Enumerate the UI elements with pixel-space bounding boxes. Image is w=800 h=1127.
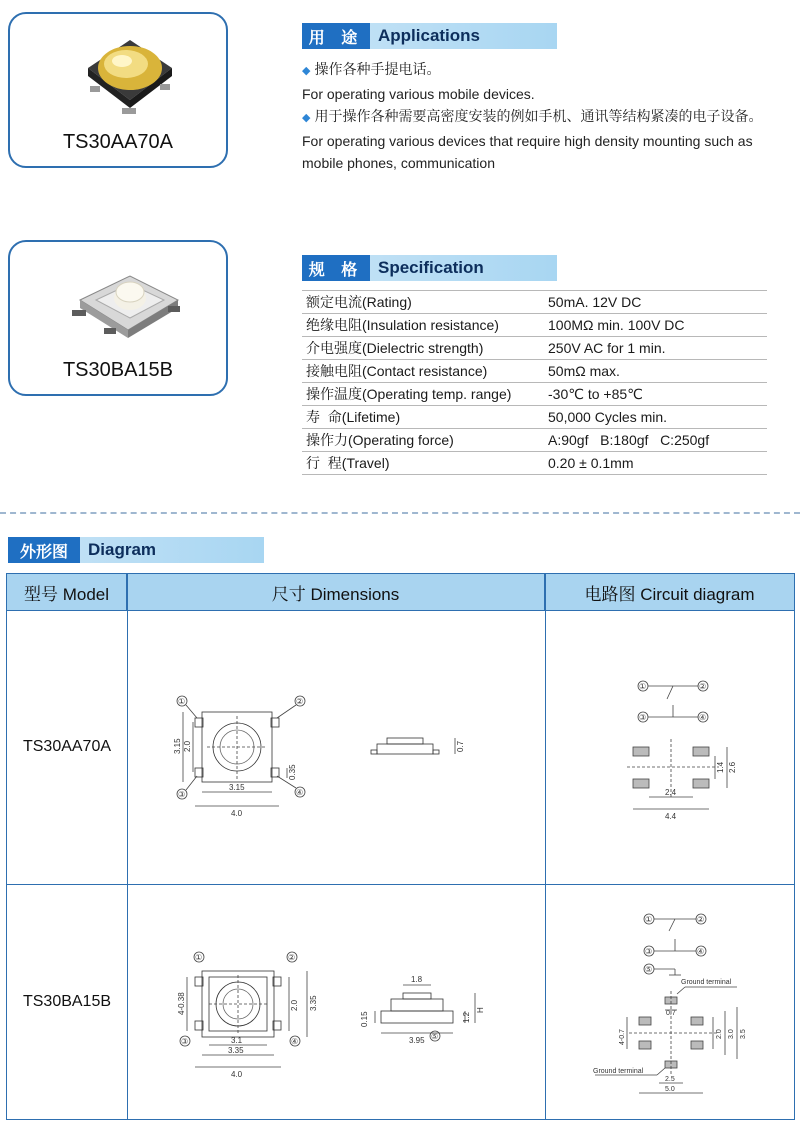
dim-4-038: 4-0.38 bbox=[177, 992, 186, 1015]
spec-row bbox=[302, 429, 767, 452]
spec-value: 50,000 Cycles min. bbox=[540, 406, 767, 429]
pin-label-5: ⑤ bbox=[645, 965, 653, 974]
dim-035: 0.35 bbox=[288, 764, 297, 780]
spec-label: 额定电流(Rating) bbox=[302, 291, 540, 314]
diagram-cn-label: 外形图 bbox=[8, 537, 80, 563]
specification-cn-label: 规 格 bbox=[302, 255, 370, 281]
ground-terminal-label-bottom: Ground terminal bbox=[593, 1068, 644, 1075]
dim-w315: 3.15 bbox=[229, 783, 245, 792]
spec-label: 绝缘电阻(Insulation resistance) bbox=[302, 314, 540, 337]
dim-4-07: 4-0.7 bbox=[619, 1029, 626, 1045]
column-header-circuit: 电路图 Circuit diagram bbox=[545, 574, 794, 610]
spec-value: 250V AC for 1 min. bbox=[540, 337, 767, 360]
specification-table bbox=[302, 290, 767, 475]
pin-label-1: ① bbox=[645, 915, 653, 924]
dimension-drawing-ts30ba15b bbox=[157, 949, 485, 1079]
dim-w31: 3.1 bbox=[231, 1036, 243, 1045]
column-header-model: 型号 Model bbox=[7, 574, 127, 610]
diagram-en-label: Diagram bbox=[80, 537, 264, 563]
pin-label-1: ① bbox=[195, 953, 203, 962]
dim-20: 2.0 bbox=[290, 999, 299, 1011]
pin-label-5: ⑤ bbox=[431, 1032, 439, 1041]
pin-label-2: ② bbox=[699, 682, 707, 691]
spec-label: 寿 命(Lifetime) bbox=[302, 406, 540, 429]
circuit-diagram-ts30ba15b bbox=[585, 907, 765, 1099]
app-line: ◆ 操作各种手提电话。 bbox=[302, 61, 441, 77]
column-divider bbox=[545, 574, 546, 1119]
dim-w335: 3.35 bbox=[228, 1046, 244, 1055]
specification-header bbox=[302, 255, 557, 281]
spec-label: 介电强度(Dielectric strength) bbox=[302, 337, 540, 360]
product-card-ts30aa70a bbox=[8, 12, 228, 168]
pin-label-3: ③ bbox=[639, 713, 647, 722]
spec-label: 操作温度(Operating temp. range) bbox=[302, 383, 540, 406]
spec-value: -30℃ to +85℃ bbox=[540, 383, 767, 406]
dim-w40: 4.0 bbox=[231, 1070, 243, 1079]
diagram-header bbox=[8, 537, 264, 563]
pin-label-4: ④ bbox=[296, 788, 304, 797]
applications-en-label: Applications bbox=[370, 23, 557, 49]
dim-20: 2.0 bbox=[716, 1029, 723, 1039]
spec-label: 操作力(Operating force) bbox=[302, 429, 540, 452]
dim-w40: 4.0 bbox=[231, 809, 243, 818]
pin-label-3: ③ bbox=[178, 790, 186, 799]
pin-label-1: ① bbox=[178, 697, 186, 706]
pin-label-4: ④ bbox=[697, 947, 705, 956]
dimension-drawing-ts30aa70a bbox=[137, 692, 537, 832]
dim-20: 2.0 bbox=[183, 740, 192, 752]
app-line: ◆ 用于操作各种需要高密度安装的例如手机、通讯等结构紧凑的电子设备。 bbox=[302, 108, 763, 124]
applications-text bbox=[302, 58, 792, 175]
dim-26: 2.6 bbox=[728, 761, 737, 773]
product-model-label: TS30AA70A bbox=[62, 131, 174, 153]
dim-h07: 0.7 bbox=[456, 740, 465, 752]
spec-value: 0.20 ± 0.1mm bbox=[540, 452, 767, 475]
model-cell: TS30BA15B bbox=[22, 993, 112, 1010]
pin-label-2: ② bbox=[697, 915, 705, 924]
spec-label: 行 程(Travel) bbox=[302, 452, 540, 475]
dim-35: 3.5 bbox=[740, 1029, 747, 1039]
model-cell: TS30AA70A bbox=[22, 738, 112, 755]
pin-label-4: ④ bbox=[699, 713, 707, 722]
app-line: For operating various devices that require high density mounting such as bbox=[302, 132, 753, 149]
applications-header bbox=[302, 23, 557, 49]
dim-18: 1.8 bbox=[411, 975, 423, 984]
app-line: For operating various mobile devices. bbox=[302, 85, 535, 102]
spec-row bbox=[302, 383, 767, 406]
specification-en-label: Specification bbox=[370, 255, 557, 281]
product-model-label: TS30BA15B bbox=[62, 359, 174, 381]
dim-07: 0.7 bbox=[666, 1010, 676, 1017]
spec-row bbox=[302, 314, 767, 337]
product-card-ts30ba15b bbox=[8, 240, 228, 396]
spec-value: 100MΩ min. 100V DC bbox=[540, 314, 767, 337]
dim-50: 5.0 bbox=[665, 1086, 675, 1093]
circuit-diagram-ts30aa70a bbox=[619, 669, 749, 824]
spec-row bbox=[302, 452, 767, 475]
dim-30: 3.0 bbox=[728, 1029, 735, 1039]
diamond-bullet-icon: ◆ bbox=[302, 112, 311, 124]
spec-row bbox=[302, 337, 767, 360]
spec-value: 50mΩ max. bbox=[540, 360, 767, 383]
pin-label-3: ③ bbox=[645, 947, 653, 956]
dim-335: 3.35 bbox=[309, 995, 318, 1011]
dim-14: 1.4 bbox=[716, 761, 725, 773]
column-divider bbox=[127, 574, 128, 1119]
spec-value: 50mA. 12V DC bbox=[540, 291, 767, 314]
dim-015: 0.15 bbox=[360, 1011, 369, 1027]
dim-w395: 3.95 bbox=[409, 1036, 425, 1045]
diagram-table bbox=[6, 573, 795, 1120]
pin-label-1: ① bbox=[639, 682, 647, 691]
spec-value: A:90gf B:180gf C:250gf bbox=[540, 429, 767, 452]
switch-photo-white bbox=[60, 256, 180, 356]
section-divider bbox=[0, 512, 800, 514]
dim-24: 2.4 bbox=[665, 788, 677, 797]
dim-44: 4.4 bbox=[665, 812, 677, 821]
spec-row bbox=[302, 360, 767, 383]
column-header-dimensions: 尺寸 Dimensions bbox=[127, 574, 545, 610]
dim-315: 3.15 bbox=[173, 738, 182, 754]
dim-12: 1.2 bbox=[462, 1011, 471, 1023]
diamond-bullet-icon: ◆ bbox=[302, 65, 311, 77]
dim-25: 2.5 bbox=[665, 1076, 675, 1083]
pin-label-4: ④ bbox=[291, 1037, 299, 1046]
app-line: mobile phones, communication bbox=[302, 155, 495, 171]
applications-cn-label: 用 途 bbox=[302, 23, 370, 49]
dim-h: H bbox=[476, 1007, 485, 1013]
pin-label-3: ③ bbox=[181, 1037, 189, 1046]
spec-row bbox=[302, 406, 767, 429]
pin-label-2: ② bbox=[288, 953, 296, 962]
spec-label: 接触电阻(Contact resistance) bbox=[302, 360, 540, 383]
spec-row bbox=[302, 291, 767, 314]
pin-label-2: ② bbox=[296, 697, 304, 706]
switch-photo-yellow bbox=[60, 28, 180, 128]
ground-terminal-label-top: Ground terminal bbox=[681, 979, 732, 986]
